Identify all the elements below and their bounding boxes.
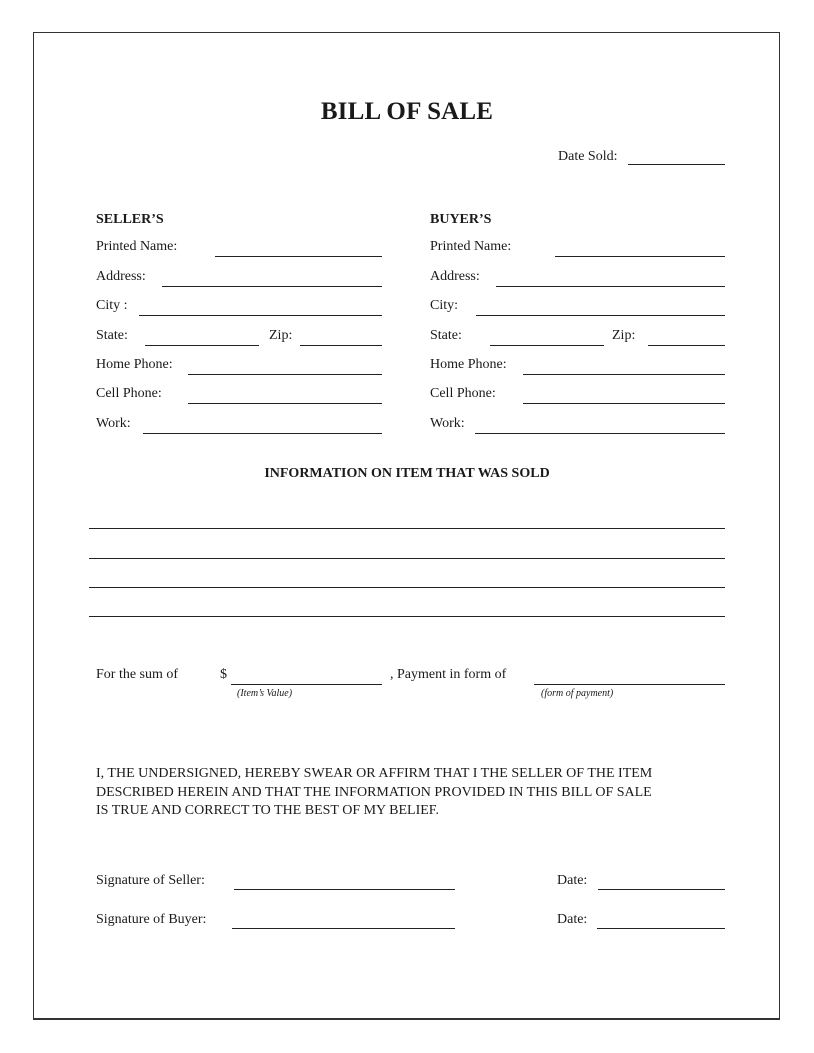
buyer-date-field[interactable] xyxy=(597,928,725,929)
seller-city-field[interactable] xyxy=(139,315,382,316)
buyer-date-label: Date: xyxy=(557,912,588,927)
buyer-state-label: State: xyxy=(430,328,462,343)
currency-symbol: $ xyxy=(220,667,227,682)
payment-form-label: , Payment in form of xyxy=(390,667,507,682)
date-sold-label: Date Sold: xyxy=(558,149,618,164)
buyer-cell-phone-field[interactable] xyxy=(523,403,725,404)
seller-work-field[interactable] xyxy=(143,433,382,434)
document-title: BILL OF SALE xyxy=(320,98,494,125)
buyer-city-field[interactable] xyxy=(476,315,725,316)
date-sold-field[interactable] xyxy=(628,164,725,165)
buyer-work-field[interactable] xyxy=(475,433,725,434)
seller-home-phone-label: Home Phone: xyxy=(96,357,173,372)
page-border xyxy=(33,32,780,1020)
seller-cell-phone-field[interactable] xyxy=(188,403,382,404)
seller-date-label: Date: xyxy=(557,873,588,888)
item-description-line[interactable] xyxy=(89,616,725,617)
buyer-zip-label: Zip: xyxy=(612,328,636,343)
item-info-heading: INFORMATION ON ITEM THAT WAS SOLD xyxy=(264,466,550,481)
seller-address-label: Address: xyxy=(96,269,146,284)
seller-state-label: State: xyxy=(96,328,128,343)
seller-signature-field[interactable] xyxy=(234,889,455,890)
buyer-address-field[interactable] xyxy=(496,286,725,287)
seller-state-field[interactable] xyxy=(145,345,259,346)
affirmation-statement: I, THE UNDERSIGNED, HEREBY SWEAR OR AFFIRM THAT I THE SELLER OF THE ITEM DESCRIBED HEREIN AND THAT THE INFORMATION PROVIDED IN THIS BILL OF SALE IS TRUE AND CORRECT TO THE BEST OF MY BELIEF. xyxy=(96,766,653,818)
item-description-line[interactable] xyxy=(89,558,725,559)
seller-heading: SELLER’S xyxy=(96,212,164,227)
buyer-zip-field[interactable] xyxy=(648,345,725,346)
buyer-state-field[interactable] xyxy=(490,345,604,346)
seller-zip-label: Zip: xyxy=(269,328,293,343)
buyer-home-phone-label: Home Phone: xyxy=(430,357,507,372)
buyer-printed-name-label: Printed Name: xyxy=(430,239,512,254)
item-value-caption: (Item’s Value) xyxy=(237,688,293,699)
item-description-line[interactable] xyxy=(89,587,725,588)
seller-printed-name-field[interactable] xyxy=(215,256,382,257)
buyer-signature-label: Signature of Buyer: xyxy=(96,912,207,927)
payment-form-caption: (form of payment) xyxy=(541,688,614,699)
buyer-home-phone-field[interactable] xyxy=(523,374,725,375)
buyer-printed-name-field[interactable] xyxy=(555,256,725,257)
buyer-signature-field[interactable] xyxy=(232,928,455,929)
item-value-field[interactable] xyxy=(231,684,382,685)
payment-form-field[interactable] xyxy=(534,684,725,685)
buyer-work-label: Work: xyxy=(430,416,465,431)
seller-address-field[interactable] xyxy=(162,286,382,287)
sum-label: For the sum of xyxy=(96,667,179,682)
seller-signature-label: Signature of Seller: xyxy=(96,873,205,888)
item-description-line[interactable] xyxy=(89,528,725,529)
buyer-city-label: City: xyxy=(430,298,459,313)
seller-city-label: City : xyxy=(96,298,128,313)
seller-zip-field[interactable] xyxy=(300,345,382,346)
buyer-heading: BUYER’S xyxy=(430,212,492,227)
seller-date-field[interactable] xyxy=(598,889,725,890)
seller-home-phone-field[interactable] xyxy=(188,374,382,375)
seller-cell-phone-label: Cell Phone: xyxy=(96,386,162,401)
buyer-cell-phone-label: Cell Phone: xyxy=(430,386,496,401)
seller-printed-name-label: Printed Name: xyxy=(96,239,178,254)
buyer-address-label: Address: xyxy=(430,269,480,284)
seller-work-label: Work: xyxy=(96,416,131,431)
